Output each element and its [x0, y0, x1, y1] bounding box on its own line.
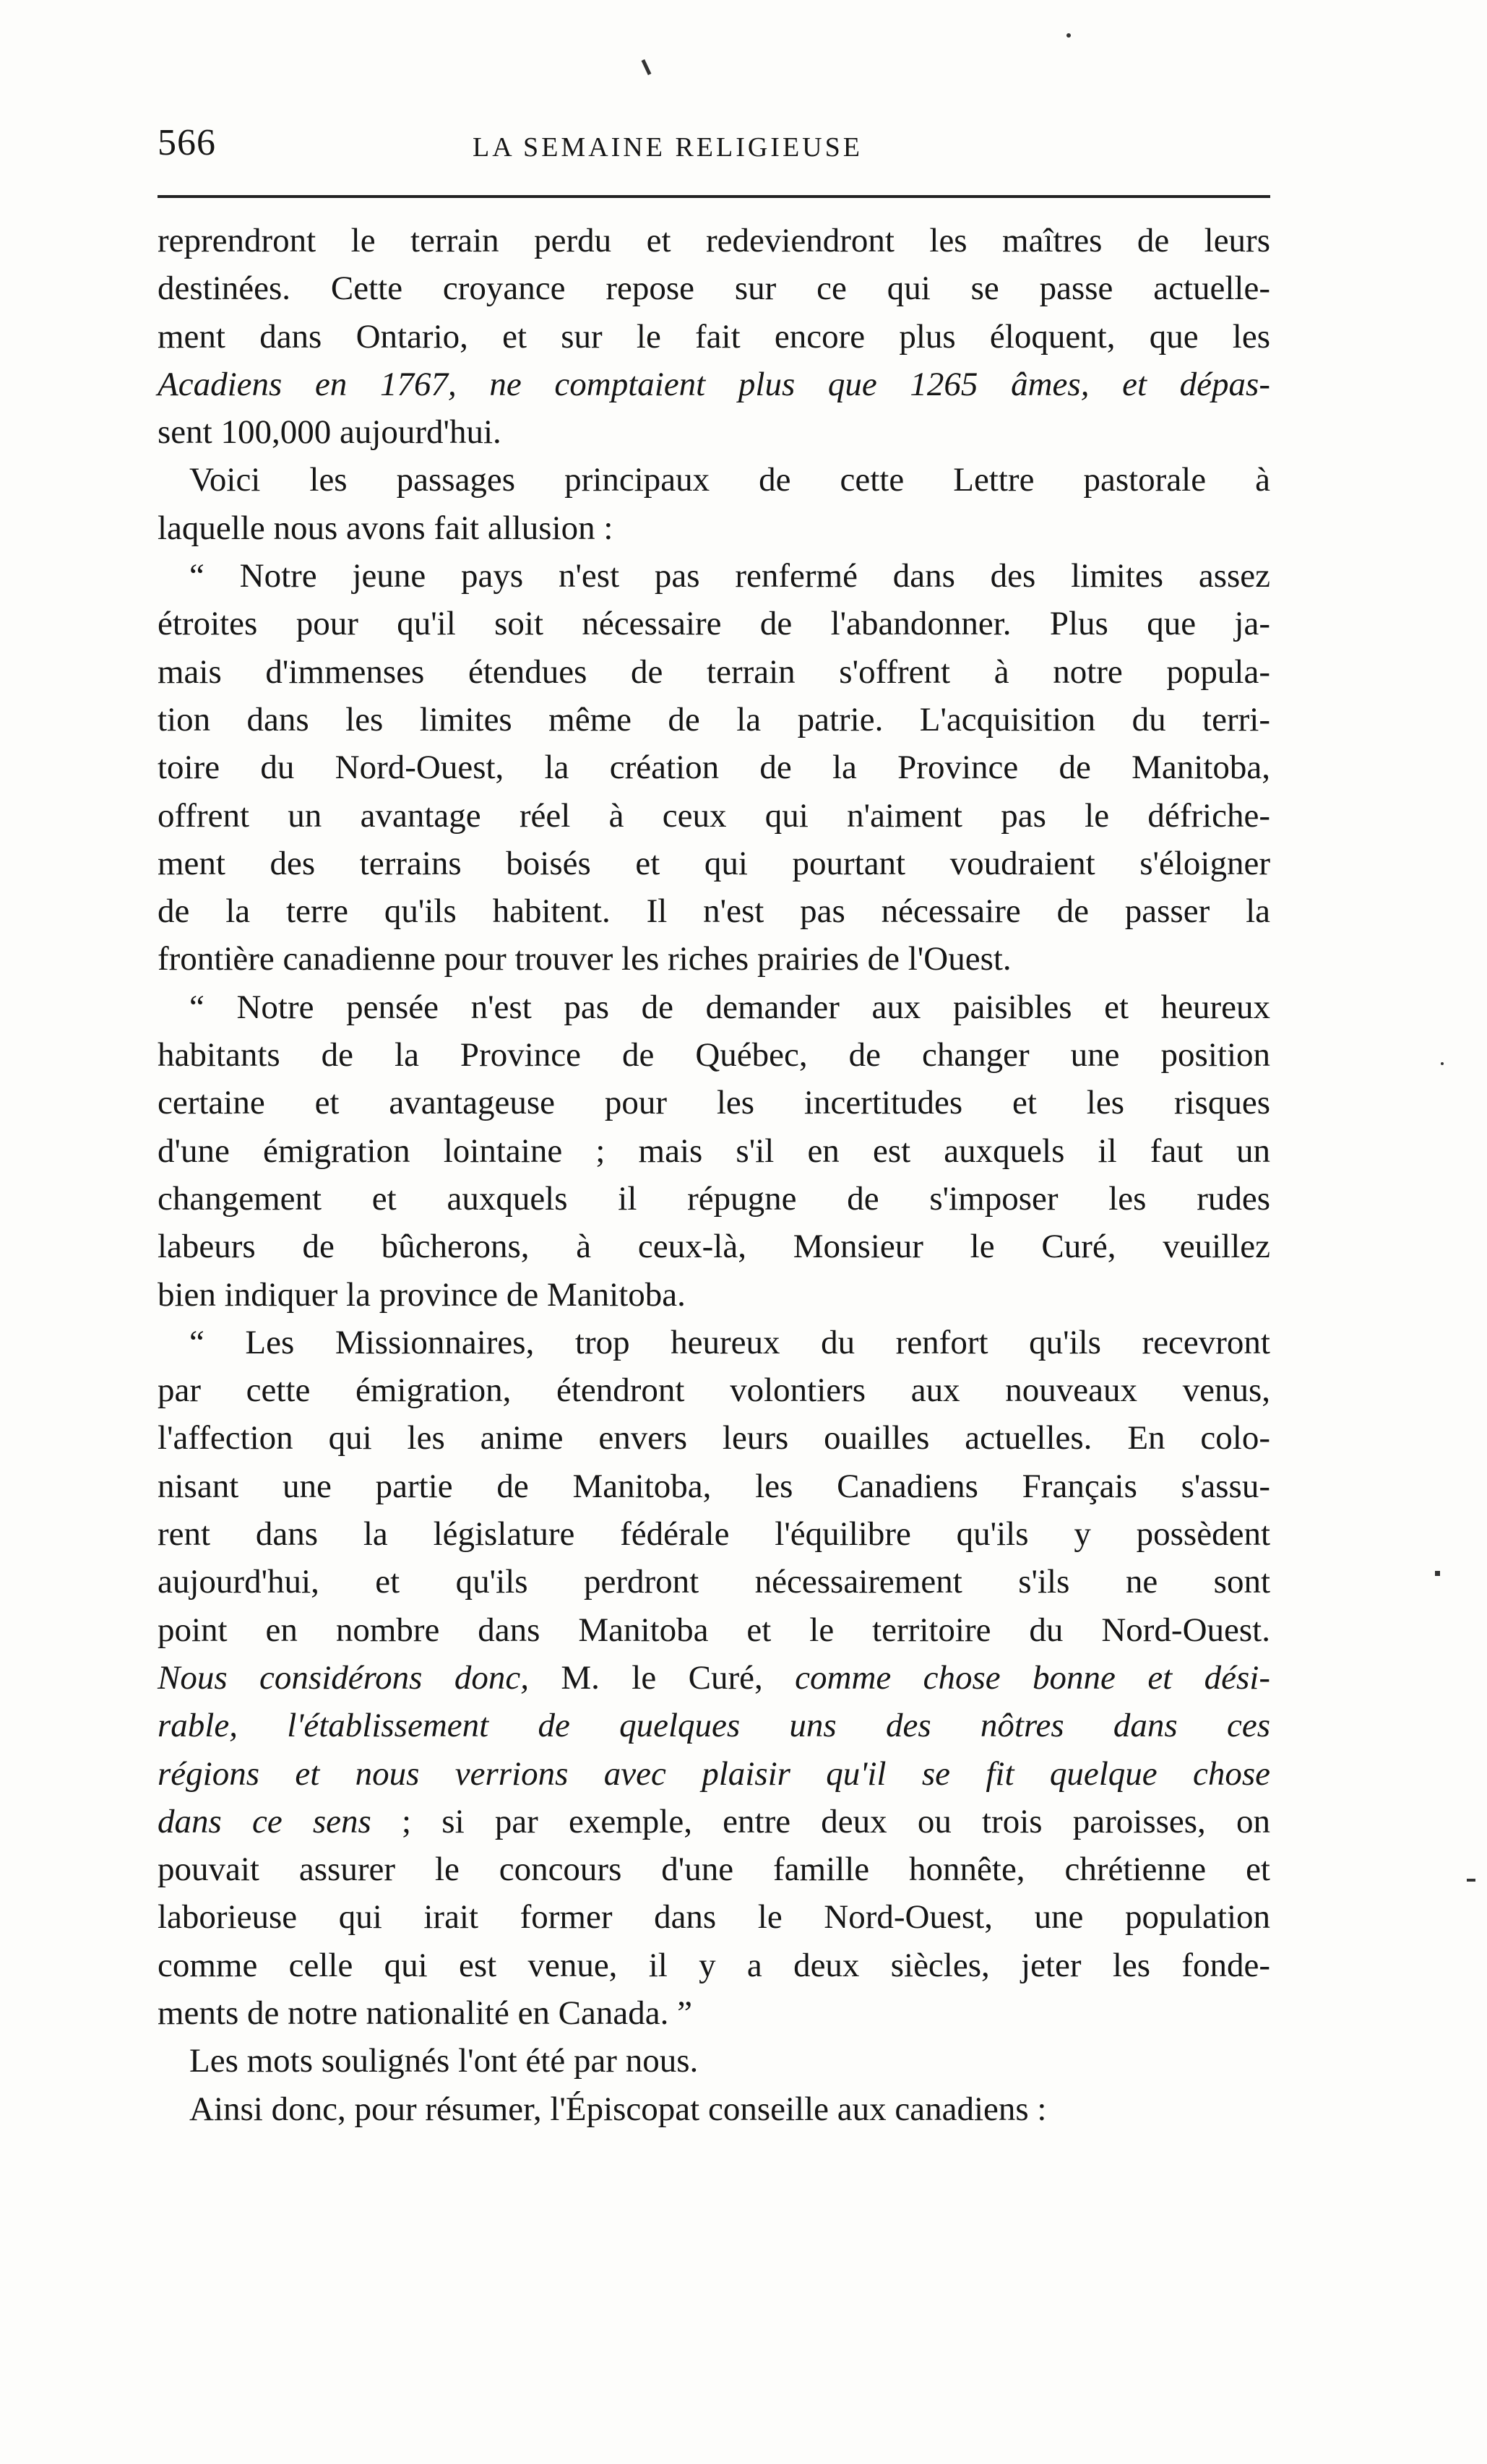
text-line — [158, 1463, 1270, 1510]
text-segment: destinées. Cette croyance repose sur ce qui se passe actuelle- — [158, 270, 1270, 308]
text-segment: pouvait assurer le concours d'une famille honnête, chrétienne et — [158, 1851, 1270, 1889]
text-segment: certaine et avantageuse pour les incertitudes et les risques — [158, 1084, 1270, 1122]
running-title: LA SEMAINE RELIGIEUSE — [473, 132, 863, 163]
text-segment: habitants de la Province de Québec, de changer une position — [158, 1036, 1270, 1074]
text-line — [158, 1079, 1270, 1127]
text-line — [158, 1510, 1270, 1558]
text-line — [158, 408, 1270, 456]
text-segment: Ainsi donc, pour résumer, l'Épiscopat conseille aux canadiens : — [189, 2090, 1047, 2128]
text-segment: Les mots soulignés l'ont été par nous. — [189, 2042, 699, 2080]
text-segment: par cette émigration, étendront volontiers aux nouveaux venus, — [158, 1371, 1270, 1410]
italic-text-segment: régions et nous verrions avec plaisir qu'il se fit quelque chose — [158, 1754, 1270, 1793]
text-segment: comme celle qui est venue, il y a deux siècles, jeter les fonde- — [158, 1946, 1270, 1984]
text-line — [158, 648, 1270, 696]
text-line — [158, 792, 1270, 840]
margin-mark — [1066, 33, 1071, 38]
text-segment: de la terre qu'ils habitent. Il n'est pas nécessaire de passer la — [158, 892, 1270, 931]
margin-mark — [1435, 1571, 1440, 1576]
italic-text-segment: rable, l'établissement de quelques uns des nôtres dans ces — [158, 1707, 1270, 1745]
text-segment: d'une émigration lointaine ; mais s'il en est auxquels il faut un — [158, 1132, 1270, 1170]
text-line — [158, 264, 1270, 312]
text-segment: offrent un avantage réel à ceux qui n'aiment pas le défriche- — [158, 796, 1270, 835]
margin-mark — [1441, 1062, 1444, 1065]
text-line — [158, 2085, 1270, 2133]
text-line — [158, 1654, 1270, 1702]
text-segment: ; si par exemple, entre deux ou trois paroisses, on — [371, 1802, 1270, 1840]
italic-text-segment: Acadiens en 1767, ne comptaient plus que 1265 âmes, et dépas- — [158, 365, 1270, 403]
text-line — [158, 1271, 1270, 1319]
text-line — [158, 1798, 1270, 1845]
text-segment: laquelle nous avons fait allusion : — [158, 509, 613, 547]
text-segment: mais d'immenses étendues de terrain s'offrent à notre popula- — [158, 652, 1270, 691]
text-segment: ments de notre nationalité en Canada. ” — [158, 1994, 692, 2032]
text-line — [158, 1845, 1270, 1893]
italic-text-segment: comme chose bonne et dési- — [795, 1658, 1270, 1697]
text-segment: ment des terrains boisés et qui pourtant voudraient s'éloigner — [158, 844, 1270, 882]
text-line — [158, 1127, 1270, 1175]
text-segment: “ Les Missionnaires, trop heureux du renfort qu'ils recevront — [189, 1323, 1270, 1361]
text-segment: Voici les passages principaux de cette Lettre pastorale à — [189, 461, 1270, 499]
text-line — [158, 1893, 1270, 1941]
text-segment: bien indiquer la province de Manitoba. — [158, 1275, 686, 1314]
text-line — [158, 887, 1270, 935]
text-segment: laborieuse qui irait former dans le Nord-Ouest, une population — [158, 1898, 1270, 1937]
text-segment: changement et auxquels il répugne de s'imposer les rudes — [158, 1179, 1270, 1218]
text-line — [158, 1942, 1270, 1989]
text-segment: rent dans la législature fédérale l'équilibre qu'ils y possèdent — [158, 1515, 1270, 1554]
text-line — [158, 504, 1270, 552]
text-line — [158, 935, 1270, 983]
text-segment: “ Notre jeune pays n'est pas renfermé dans des limites assez — [189, 557, 1270, 595]
margin-mark — [1467, 1879, 1475, 1882]
text-line — [158, 2037, 1270, 2085]
text-line — [158, 1414, 1270, 1462]
text-segment: “ Notre pensée n'est pas de demander aux paisibles et heureux — [189, 988, 1270, 1026]
page-header — [158, 121, 1270, 172]
text-segment: nisant une partie de Manitoba, les Canadiens Français s'assu- — [158, 1467, 1270, 1505]
text-line — [158, 744, 1270, 791]
text-line — [158, 313, 1270, 361]
text-line — [158, 1031, 1270, 1079]
text-segment: aujourd'hui, et qu'ils perdront nécessairement s'ils ne sont — [158, 1563, 1270, 1601]
text-line — [158, 552, 1270, 600]
text-segment: sent 100,000 aujourd'hui. — [158, 413, 501, 452]
text-line — [158, 1606, 1270, 1654]
text-segment: tion dans les limites même de la patrie. L'acquisition du terri- — [158, 700, 1270, 738]
text-line — [158, 1750, 1270, 1798]
text-line — [158, 1223, 1270, 1270]
text-segment: ment dans Ontario, et sur le fait encore plus éloquent, que les — [158, 317, 1270, 356]
text-segment: frontière canadienne pour trouver les riches prairies de l'Ouest. — [158, 940, 1012, 978]
text-line — [158, 1989, 1270, 2037]
italic-text-segment: Nous considérons donc, — [158, 1658, 529, 1697]
text-segment: labeurs de bûcherons, à ceux-là, Monsieur le Curé, veuillez — [158, 1228, 1270, 1266]
text-line — [158, 600, 1270, 647]
text-line — [158, 1702, 1270, 1749]
text-line — [158, 696, 1270, 744]
text-line — [158, 840, 1270, 887]
header-rule — [158, 195, 1270, 198]
text-line — [158, 1175, 1270, 1223]
text-line — [158, 217, 1270, 264]
text-line — [158, 1558, 1270, 1606]
text-segment: reprendront le terrain perdu et redeviendront les maîtres de leurs — [158, 222, 1270, 259]
margin-mark — [642, 59, 652, 75]
text-segment: M. le Curé, — [528, 1658, 796, 1697]
text-segment: l'affection qui les anime envers leurs ouailles actuelles. En colo- — [158, 1419, 1270, 1457]
page-number: 566 — [158, 122, 216, 163]
text-line — [158, 456, 1270, 504]
text-line — [158, 361, 1270, 408]
italic-text-segment: dans ce sens — [158, 1802, 371, 1840]
text-line — [158, 1319, 1270, 1366]
text-segment: point en nombre dans Manitoba et le territoire du Nord-Ouest. — [158, 1611, 1270, 1649]
text-line — [158, 983, 1270, 1031]
text-segment: toire du Nord-Ouest, la création de la Province de Manitoba, — [158, 749, 1270, 787]
text-segment: étroites pour qu'il soit nécessaire de l'abandonner. Plus que ja- — [158, 605, 1270, 643]
body-text — [158, 217, 1270, 2133]
text-line — [158, 1366, 1270, 1414]
